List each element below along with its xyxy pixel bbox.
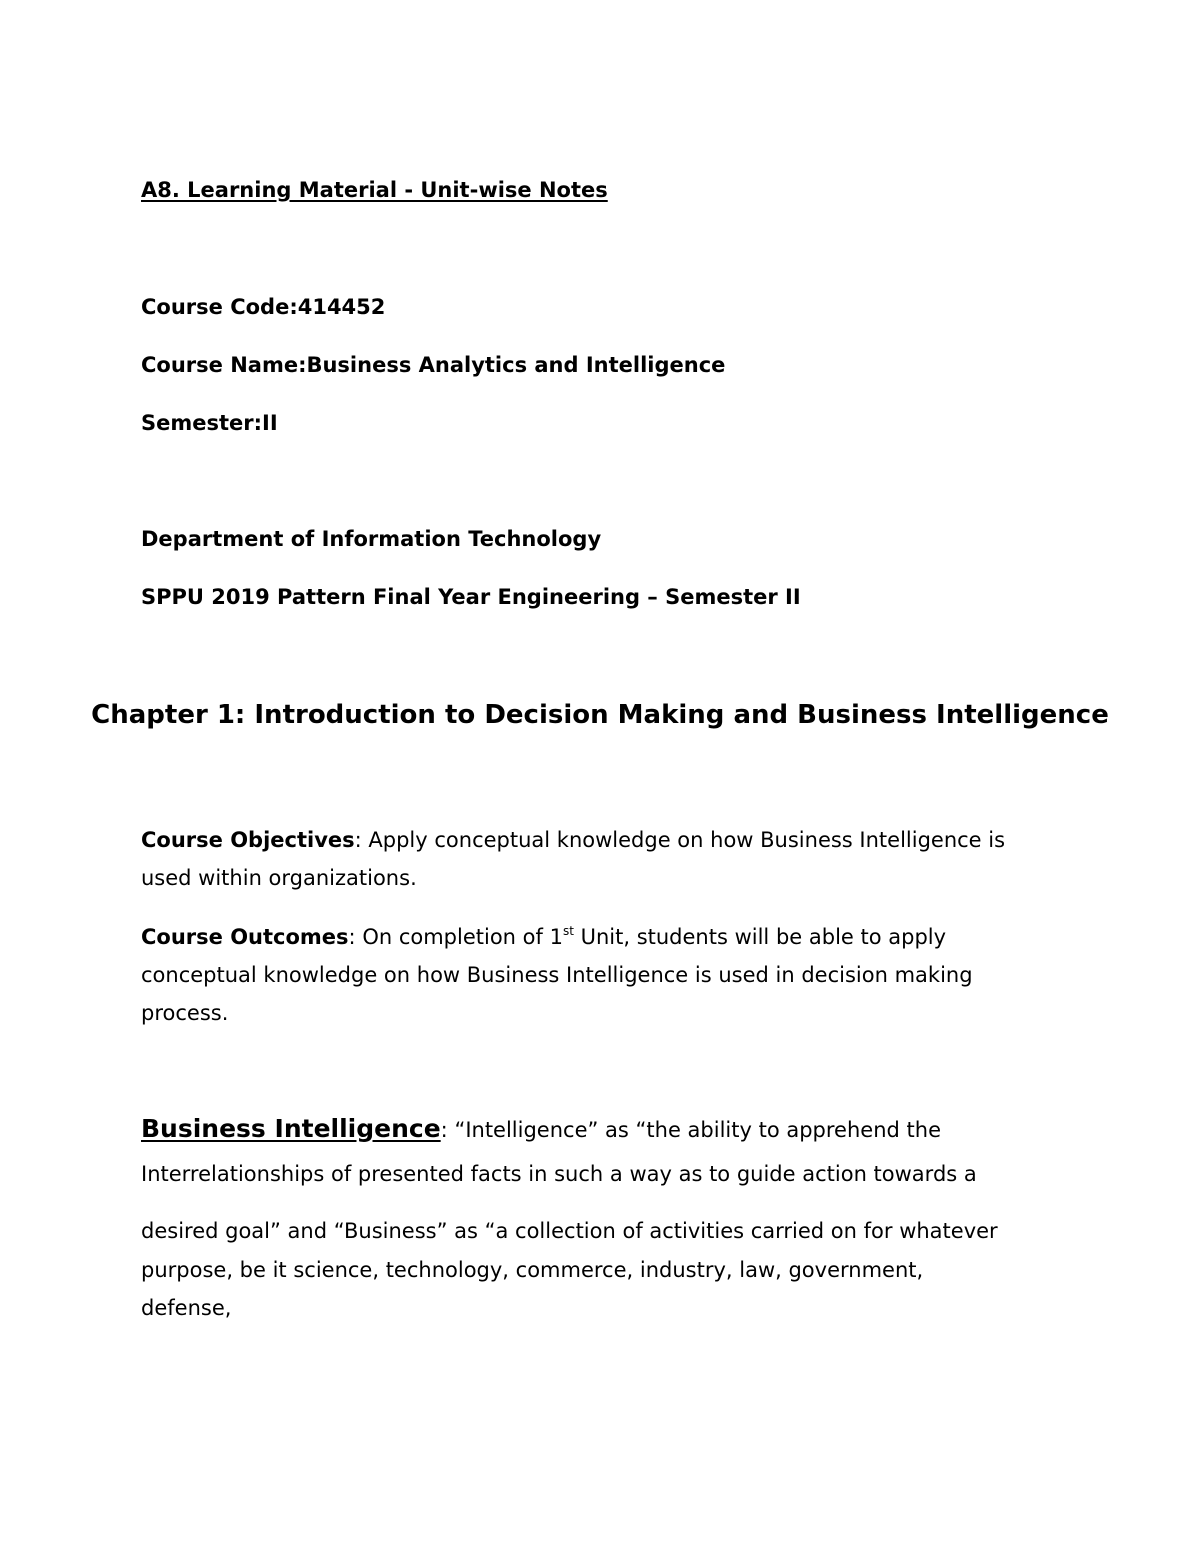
course-name-label: Course Name: bbox=[141, 353, 307, 377]
business-intelligence-line-5: defense, bbox=[141, 1296, 232, 1320]
course-name bbox=[141, 351, 725, 379]
course-objectives-label: Course Objectives bbox=[141, 828, 355, 852]
business-intelligence-line-1 bbox=[141, 1115, 941, 1144]
course-outcomes-superscript: st bbox=[562, 924, 574, 938]
business-intelligence-line-3: desired goal” and “Business” as “a collection of activities carried on for whatever bbox=[141, 1219, 998, 1243]
business-intelligence-text-1: “Intelligence” as “the ability to apprehend the bbox=[454, 1118, 941, 1142]
course-objectives-text-1: Apply conceptual knowledge on how Business Intelligence is bbox=[368, 828, 1006, 852]
course-outcomes-line-3: process. bbox=[141, 1001, 229, 1025]
course-outcomes-label: Course Outcomes bbox=[141, 925, 349, 949]
chapter-title: Chapter 1: Introduction to Decision Making and Business Intelligence bbox=[91, 700, 1109, 730]
business-intelligence-line-4: purpose, be it science, technology, commerce, industry, law, government, bbox=[141, 1258, 924, 1282]
business-intelligence-heading: Business Intelligence bbox=[141, 1114, 441, 1143]
semester bbox=[141, 409, 278, 437]
course-outcomes-separator: : bbox=[348, 925, 363, 949]
document-header-title: A8. Learning Material - Unit-wise Notes bbox=[141, 178, 608, 202]
semester-value: II bbox=[262, 411, 278, 435]
course-code-value: 414452 bbox=[297, 295, 386, 319]
course-objectives-line-1 bbox=[141, 826, 1005, 854]
business-intelligence-line-2: Interrelationships of presented facts in such a way as to guide action towards a bbox=[141, 1162, 977, 1186]
semester-label: Semester: bbox=[141, 411, 263, 435]
pattern-line: SPPU 2019 Pattern Final Year Engineering – Semester II bbox=[141, 585, 801, 609]
course-objectives-separator: : bbox=[354, 828, 369, 852]
course-outcomes-line-2: conceptual knowledge on how Business Intelligence is used in decision making bbox=[141, 963, 973, 987]
course-outcomes-line-1 bbox=[141, 923, 946, 951]
department: Department of Information Technology bbox=[141, 527, 602, 551]
course-outcomes-text-after: Unit, students will be able to apply bbox=[573, 925, 947, 949]
course-outcomes-text-before: On completion of 1 bbox=[362, 925, 563, 949]
course-code-label: Course Code: bbox=[141, 295, 298, 319]
course-code bbox=[141, 293, 385, 321]
course-objectives-line-2: used within organizations. bbox=[141, 866, 417, 890]
course-name-value: Business Analytics and Intelligence bbox=[306, 353, 726, 377]
business-intelligence-separator: : bbox=[440, 1118, 455, 1142]
